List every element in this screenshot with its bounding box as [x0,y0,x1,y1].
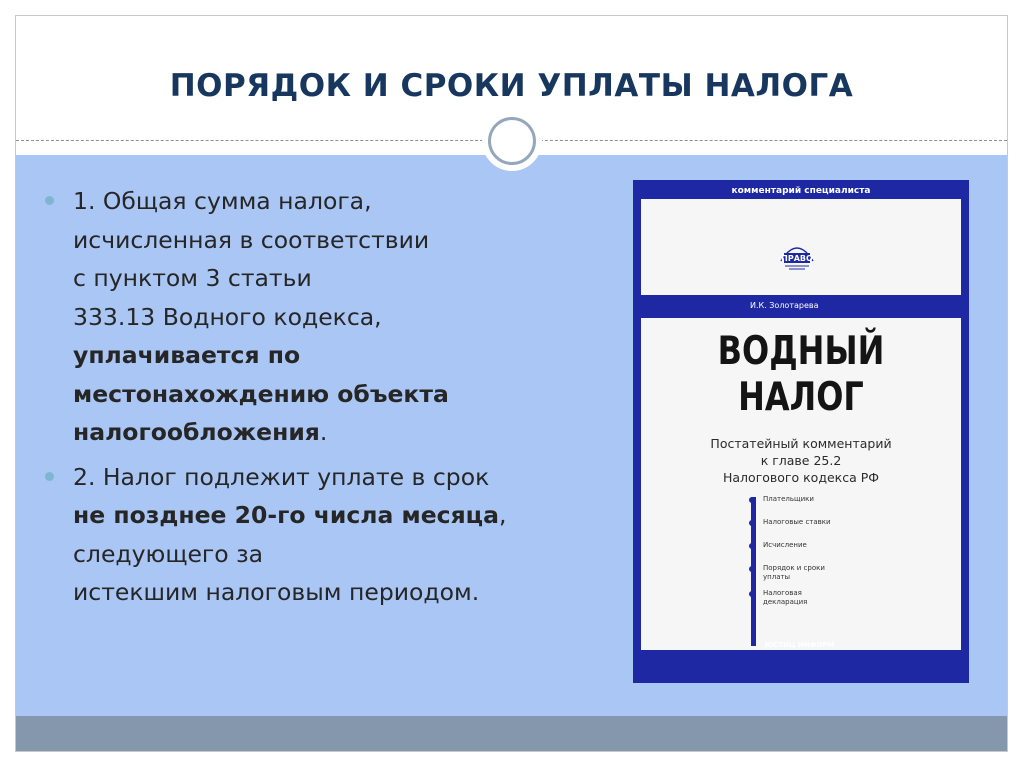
bullet-list [42,182,562,612]
bullet-text: 2. Налог подлежит уплате в срок [73,462,490,491]
book-cover-panel [641,199,961,650]
book-cover-image [633,180,969,683]
book-subtitle: Постатейный комментарий к главе 25.2 Налогового кодекса РФ [710,436,892,485]
book-author: И.К. Золотарева [750,301,819,310]
book-topic-item: Плательщики [749,495,831,504]
book-title [670,329,932,421]
bullet-item [42,458,562,612]
bullet-dot-icon [45,196,54,205]
bullet-text-bold: не позднее 20-го числа месяца [73,501,499,529]
bullet-item [42,182,562,452]
book-title-text: ВОДНЫЙ НАЛОГ [717,329,885,420]
slide-title: ПОРЯДОК И СРОКИ УПЛАТЫ НАЛОГА [169,68,854,104]
bullet-text: 1. Общая сумма налога, исчисленная в соответствии с пунктом 3 статьи 333.13 Водного кодекса, [73,187,430,331]
book-topic-item: Налоговая декларация [749,589,831,607]
book-topics-list [749,495,831,607]
publisher-logo-icon [777,239,817,273]
divider-ring-inner [488,117,536,165]
book-top-label: комментарий специалиста [731,186,871,196]
footer-bar [16,716,1007,751]
book-author-bar [641,295,961,318]
book-topic-item: Исчисление [749,541,831,550]
bullet-text: , следующего за истекшим налоговым периодом. [73,501,507,606]
book-topic-item: Порядок и сроки уплаты [749,564,831,582]
book-topic-item: Налоговые ставки [749,518,831,527]
bullet-text-bold: уплачивается по местонахождению объекта налогообложения [73,341,449,446]
logo-text: ПРАВО [781,254,813,263]
bullet-dot-icon [45,472,54,481]
book-publisher: ЮСТИЦ ИНФОРМ [765,641,835,649]
bullet-text: . [319,418,328,446]
